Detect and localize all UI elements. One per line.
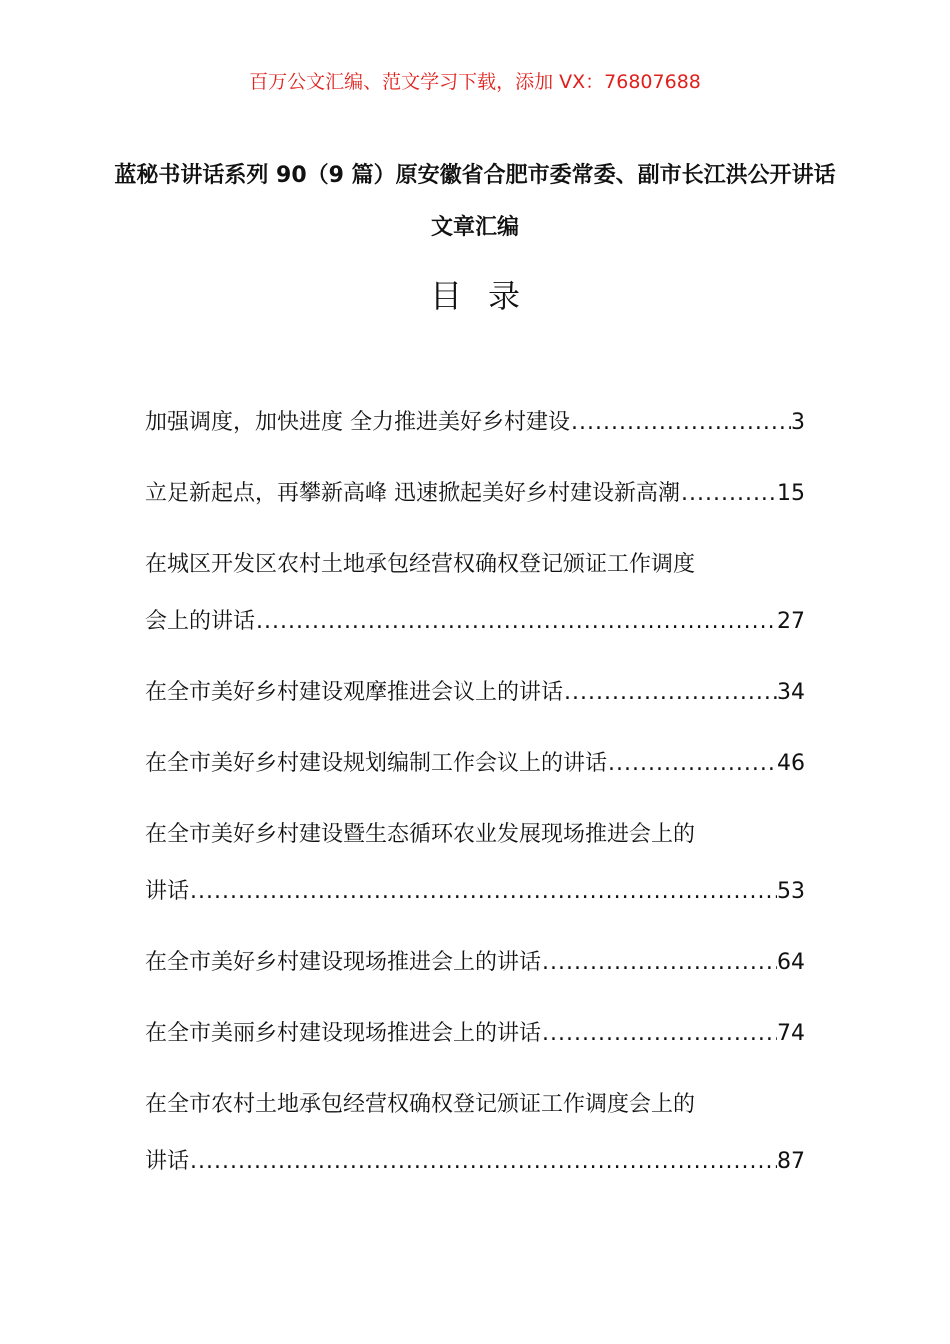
toc-entry[interactable] bbox=[145, 664, 805, 721]
toc-page-number: 27 bbox=[777, 609, 805, 634]
toc-entry-title: 立足新起点，再攀新高峰 迅速掀起美好乡村建设新高潮 bbox=[145, 481, 680, 506]
toc-page-number: 15 bbox=[777, 481, 805, 506]
toc-page-number: 74 bbox=[777, 1021, 805, 1046]
toc-page-number: 87 bbox=[777, 1149, 805, 1174]
toc-dot-leader bbox=[570, 394, 791, 451]
toc-entry-title-line2: 讲话 bbox=[145, 879, 190, 904]
toc-dot-leader bbox=[563, 664, 777, 721]
promo-banner: 百万公文汇编、范文学习下载，添加 VX：76807688 bbox=[249, 71, 701, 93]
toc-dot-leader bbox=[607, 735, 777, 792]
toc-page-number: 53 bbox=[777, 879, 805, 904]
toc-entry-title-line2: 讲话 bbox=[145, 1149, 190, 1174]
toc-entry[interactable] bbox=[145, 536, 805, 650]
toc-heading: 目录 bbox=[429, 277, 546, 315]
table-of-contents bbox=[145, 394, 805, 1204]
toc-dot-leader bbox=[189, 863, 777, 920]
toc-page-number: 46 bbox=[777, 751, 805, 776]
toc-dot-leader bbox=[541, 934, 777, 991]
toc-dot-leader bbox=[189, 1133, 777, 1190]
toc-page-number: 64 bbox=[777, 950, 805, 975]
document-title: 蓝秘书讲话系列 90（9 篇）原安徽省合肥市委常委、副市长江洪公开讲话文章汇编 bbox=[114, 163, 836, 240]
toc-dot-leader bbox=[255, 593, 777, 650]
toc-dot-leader bbox=[680, 465, 777, 522]
toc-entry[interactable] bbox=[145, 1076, 805, 1190]
toc-entry-title: 加强调度，加快进度 全力推进美好乡村建设 bbox=[145, 410, 570, 435]
toc-page-number: 3 bbox=[791, 410, 805, 435]
toc-entry[interactable] bbox=[145, 806, 805, 920]
toc-entry[interactable] bbox=[145, 465, 805, 522]
toc-entry-title: 在全市美好乡村建设现场推进会上的讲话 bbox=[145, 950, 542, 975]
toc-entry-title: 在全市美好乡村建设规划编制工作会议上的讲话 bbox=[145, 751, 608, 776]
toc-entry-title-line1: 在全市美好乡村建设暨生态循环农业发展现场推进会上的 bbox=[145, 822, 696, 847]
toc-entry-title: 在全市美好乡村建设观摩推进会议上的讲话 bbox=[145, 680, 564, 705]
toc-entry[interactable] bbox=[145, 1005, 805, 1062]
toc-dot-leader bbox=[541, 1005, 777, 1062]
toc-entry-title-line1: 在全市农村土地承包经营权确权登记颁证工作调度会上的 bbox=[145, 1092, 696, 1117]
toc-entry[interactable] bbox=[145, 934, 805, 991]
toc-entry-title-line1: 在城区开发区农村土地承包经营权确权登记颁证工作调度 bbox=[145, 552, 696, 577]
toc-page-number: 34 bbox=[777, 680, 805, 705]
toc-entry[interactable] bbox=[145, 735, 805, 792]
toc-entry-title-line2: 会上的讲话 bbox=[145, 609, 256, 634]
toc-entry[interactable] bbox=[145, 394, 805, 451]
toc-entry-title: 在全市美丽乡村建设现场推进会上的讲话 bbox=[145, 1021, 542, 1046]
